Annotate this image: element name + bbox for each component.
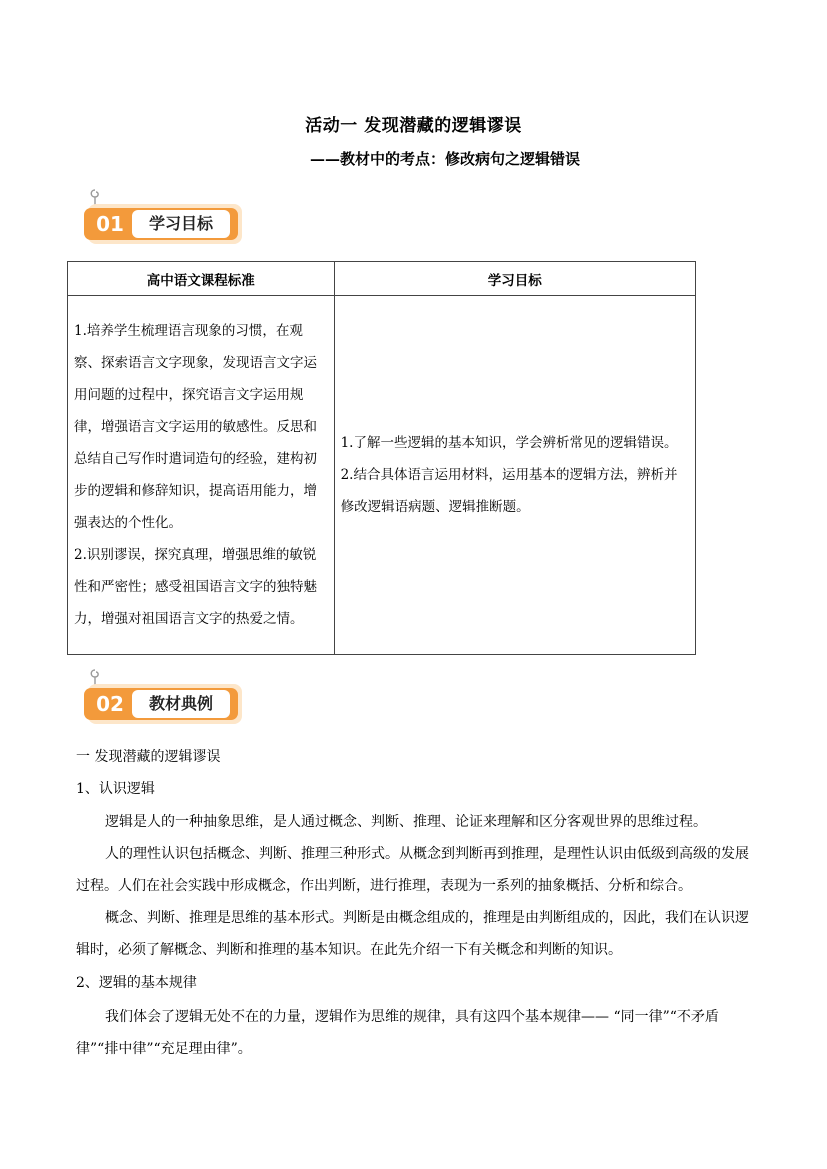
content-heading: 一 发现潜藏的逻辑谬误 [76,749,221,765]
content-paragraph: 人的理性认识包括概念、判断、推理三种形式。从概念到判断再到推理，是理性认识由低级到高级的发展过程。人们在社会实践中形成概念，作出判断，进行推理，表现为一系列的抽象概括、分析和综合。 [76,846,749,894]
section-label: 教材典例 [132,690,230,718]
section-number: 01 [96,212,124,236]
goal-item: 1.了解一些逻辑的基本知识，学会辨析常见的逻辑错误。 [340,435,678,451]
section-number: 02 [96,692,124,716]
section-label: 学习目标 [132,210,230,238]
content-subheading: 2、逻辑的基本规律 [76,975,197,991]
section-badge-02 [84,668,254,724]
content-paragraph: 概念、判断、推理是思维的基本形式。判断是由概念组成的，推理是由判断组成的，因此，我们在认识逻辑时，必须了解概念、判断和推理的基本知识。在此先介绍一下有关概念和判断的知识。 [76,910,749,958]
standard-item: 2.识别谬误，探究真理，增强思维的敏锐性和严密性；感受祖国语言文字的独特魅力，增强对祖国语言文字的热爱之情。 [74,547,317,627]
section-badge-01 [84,188,254,244]
content-paragraph: 我们体会了逻辑无处不在的力量，逻辑作为思维的规律，具有这四个基本规律—— “同一律”“不矛盾律”“排中律”“充足理由律”。 [76,1009,719,1057]
page-title: 活动一 发现潜藏的逻辑谬误 [305,116,522,136]
standard-item: 1.培养学生梳理语言现象的习惯，在观察、探索语言文字现象，发现语言文字运用问题的过程中，探究语言文字运用规律，增强语言文字运用的敏感性。反思和总结自己写作时遣词造句的经验，建构初步的逻辑和修辞知识，提高语用能力，增强表达的个性化。 [74,323,317,531]
content-paragraph: 逻辑是人的一种抽象思维，是人通过概念、判断、推理、论证来理解和区分客观世界的思维过程。 [105,814,707,830]
standard-cell [68,296,335,655]
table-header-row [68,262,696,296]
page-subtitle: ——教材中的考点：修改病句之逻辑错误 [310,150,581,168]
table-header-standard: 高中语文课程标准 [68,262,335,296]
table-row [68,296,696,655]
content-subheading: 1、认识逻辑 [76,781,155,797]
goal-item: 2.结合具体语言运用材料，运用基本的逻辑方法，辨析并修改逻辑语病题、逻辑推断题。 [340,467,678,515]
goals-cell [334,296,695,655]
goals-table [67,261,696,655]
table-header-goals: 学习目标 [334,262,695,296]
